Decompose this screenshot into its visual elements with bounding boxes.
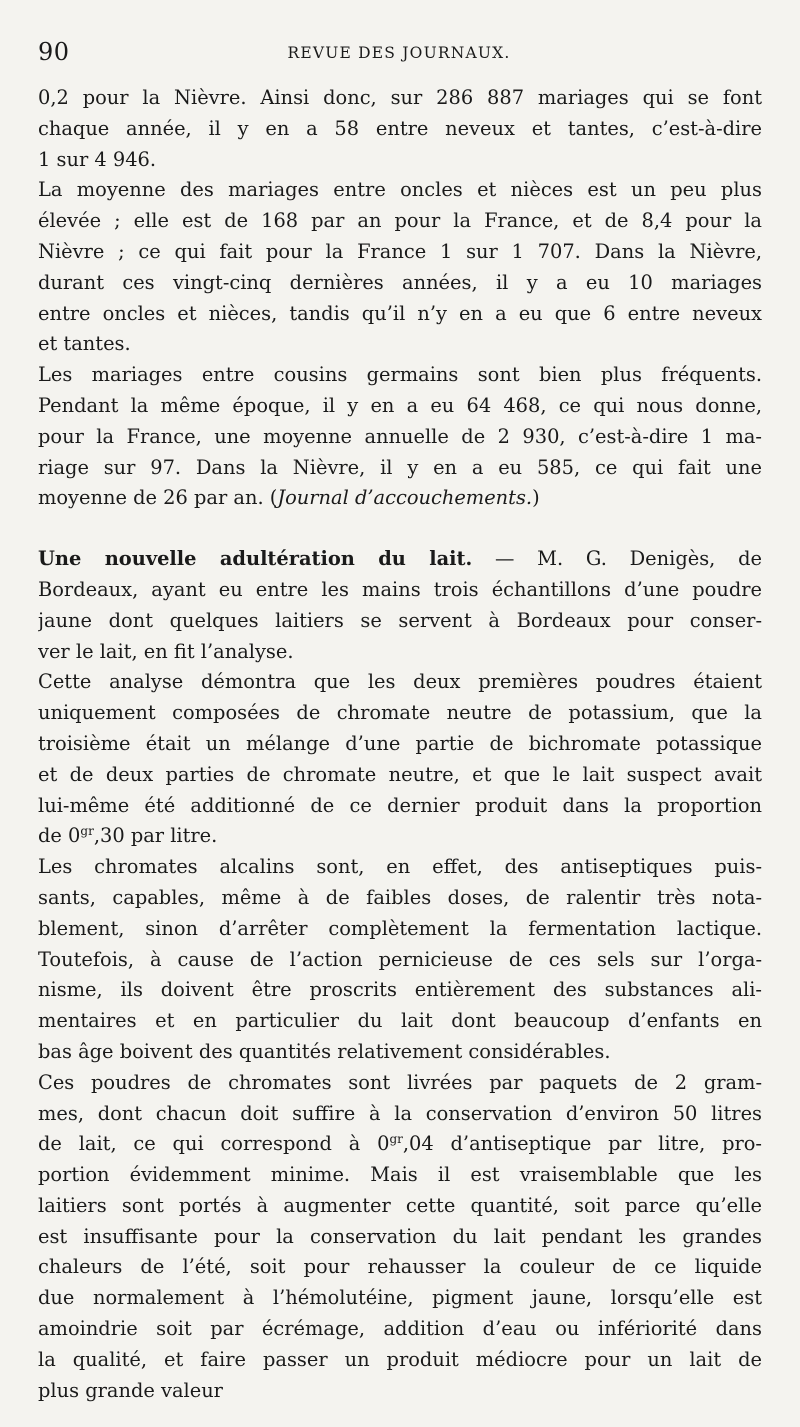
text-line: nisme, ils doivent être proscrits entièrement des substances ali-	[38, 978, 762, 1002]
text-fragment: )	[532, 486, 540, 510]
text-line: 0,2 pour la Nièvre. Ainsi donc, sur 286 887 mariages qui se font	[38, 86, 762, 109]
text-line: durant ces vingt-cinq dernières années, il y a eu 10 mariages	[38, 270, 762, 294]
text-line: est insuffisante pour la conservation du lait pendant les grandes	[38, 1224, 762, 1248]
text-line: uniquement composées de chromate neutre de potassium, que la	[38, 701, 762, 725]
unit-superscript: gr	[389, 1132, 403, 1147]
text-fragment: de lait, ce qui correspond à 0	[38, 1132, 390, 1156]
source-citation: Journal d’accouchements.	[277, 486, 533, 510]
text-line	[38, 544, 762, 575]
text-line: Les mariages entre cousins germains sont bien plus fréquents.	[38, 363, 762, 387]
text-line: Toutefois, à cause de l’action pernicieuse de ces sels sur l’orga-	[38, 947, 762, 971]
page-number: 90	[38, 38, 70, 66]
text-line: Cette analyse démontra que les deux premières poudres étaient	[38, 670, 762, 694]
text-fragment: ,30 par litre.	[93, 824, 218, 848]
text-line: jaune dont quelques laitiers se servent à Bordeaux pour conser-	[38, 608, 762, 632]
text-line: Ces poudres de chromates sont livrées par paquets de 2 gram-	[38, 1070, 762, 1094]
paragraph-7	[38, 1068, 762, 1407]
text-fragment: moyenne de 26 par an. (	[38, 486, 278, 510]
text-line: pour la France, une moyenne annuelle de 2 930, c’est-à-dire 1 ma-	[38, 424, 762, 448]
text-line: la qualité, et faire passer un produit médiocre pour un lait de	[38, 1347, 762, 1371]
paragraph-6	[38, 852, 762, 1068]
text-line: due normalement à l’hémolutéine, pigment jaune, lorsqu’elle est	[38, 1286, 762, 1310]
paragraph-1	[38, 83, 762, 175]
text-line: sants, capables, même à de faibles doses, de ralentir très nota-	[38, 885, 762, 909]
running-head	[38, 38, 760, 72]
text-line	[38, 821, 762, 852]
text-line: La moyenne des mariages entre oncles et nièces est un peu plus	[38, 178, 762, 202]
unit-superscript: gr	[80, 824, 94, 839]
paragraph-5	[38, 667, 762, 852]
text-line: chaque année, il y en a 58 entre neveux et tantes, c’est-à-dire	[38, 116, 762, 140]
text-line: Pendant la même époque, il y en a eu 64 468, ce qui nous donne,	[38, 393, 762, 417]
text-fragment: de 0	[38, 824, 81, 848]
text-line: chaleurs de l’été, soit pour rehausser la couleur de ce liquide	[38, 1255, 762, 1279]
text-line: blement, sinon d’arrêter complètement la fermentation lactique.	[38, 916, 762, 940]
text-line: riage sur 97. Dans la Nièvre, il y en a eu 585, ce qui fait une	[38, 455, 762, 479]
text-fragment: ,04 d’antiseptique par litre, pro-	[402, 1132, 762, 1156]
text-line: Les chromates alcalins sont, en effet, des antiseptiques puis-	[38, 855, 762, 879]
paragraph-4	[38, 544, 762, 667]
text-line: portion évidemment minime. Mais il est vraisemblable que les	[38, 1163, 762, 1187]
text-line: entre oncles et nièces, tandis qu’il n’y en a eu que 6 entre neveux	[38, 301, 762, 325]
text-line: amoindrie soit par écrémage, addition d’eau ou infériorité dans	[38, 1317, 762, 1341]
text-line: et de deux parties de chromate neutre, et que le lait suspect avait	[38, 762, 762, 786]
text-line: Bordeaux, ayant eu entre les mains trois échantillons d’une poudre	[38, 577, 762, 601]
text-line	[38, 483, 762, 514]
body-text	[38, 83, 762, 1406]
text-line: plus grande valeur	[38, 1378, 223, 1402]
text-line	[38, 1129, 762, 1160]
text-line: laitiers sont portés à augmenter cette quantité, soit parce qu’elle	[38, 1193, 762, 1217]
text-line: bas âge boivent des quantités relativement considérables.	[38, 1039, 611, 1063]
text-line: élevée ; elle est de 168 par an pour la France, et de 8,4 pour la	[38, 209, 762, 233]
section-heading: Une nouvelle adultération du lait.	[38, 547, 473, 571]
text-line: mes, dont chacun doit suffire à la conservation d’environ 50 litres	[38, 1101, 762, 1125]
section-gap	[38, 514, 762, 544]
text-line: ver le lait, en fit l’analyse.	[38, 639, 294, 663]
text-line: troisième était un mélange d’une partie de bichromate potassique	[38, 731, 762, 755]
paragraph-2	[38, 175, 762, 360]
text-line: et tantes.	[38, 332, 131, 356]
text-line: 1 sur 4 946.	[38, 147, 157, 171]
paragraph-3	[38, 360, 762, 514]
text-line: lui-même été additionné de ce dernier produit dans la proportion	[38, 793, 762, 817]
running-title: REVUE DES JOURNAUX.	[287, 44, 511, 62]
text-fragment: — M. G. Denigès, de	[472, 547, 762, 571]
text-line: Nièvre ; ce qui fait pour la France 1 sur 1 707. Dans la Nièvre,	[38, 239, 762, 263]
text-line: mentaires et en particulier du lait dont beaucoup d’enfants en	[38, 1009, 762, 1033]
